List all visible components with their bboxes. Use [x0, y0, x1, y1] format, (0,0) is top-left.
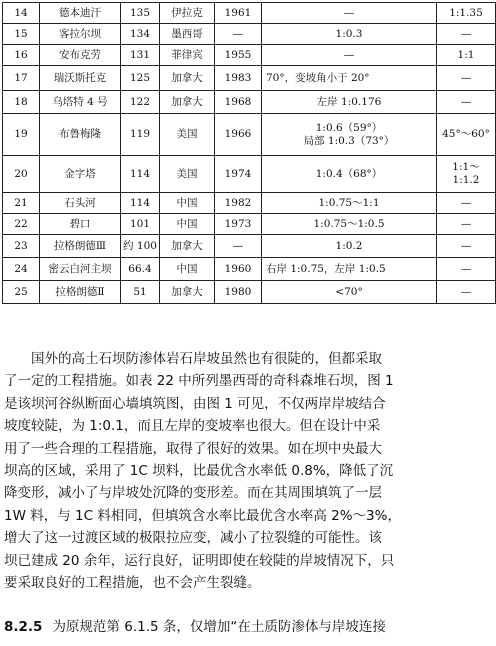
cell-country: 伊拉克 [160, 3, 215, 24]
cell-no: 18 [3, 91, 40, 114]
cell-last: — [437, 281, 496, 304]
paragraph-line: 坡度较陡，为 1:0.1，而且左岸的变坡率也很大。但在设计中采 [4, 418, 381, 435]
cell-last: 45°～60° [437, 114, 496, 156]
cell-country: 加拿大 [160, 66, 215, 91]
cell-no: 23 [3, 235, 40, 258]
cell-last: — [437, 91, 496, 114]
cell-height: 119 [121, 114, 160, 156]
paragraph-line: 增大了这一过渡区域的极限拉应变，减小了拉裂缝的可能性。该 [4, 530, 382, 547]
clause-number: 8.2.5 [4, 619, 43, 635]
cell-year: 1966 [215, 114, 262, 156]
cell-no: 20 [3, 156, 40, 193]
cell-name: 密云白河主坝 [40, 258, 121, 281]
cell-name: 拉格朗德Ⅱ [40, 281, 121, 304]
cell-last: 1:1 [437, 45, 496, 66]
table-row [3, 156, 496, 193]
table-row [3, 114, 496, 156]
table-row [3, 193, 496, 214]
cell-year: 1955 [215, 45, 262, 66]
cell-name: 金字塔 [40, 156, 121, 193]
cell-last: — [437, 66, 496, 91]
cell-name: 石头河 [40, 193, 121, 214]
table-row [3, 235, 496, 258]
body-paragraph [4, 348, 472, 594]
cell-country: 中国 [160, 193, 215, 214]
table-row [3, 24, 496, 45]
cell-country: 美国 [160, 114, 215, 156]
cell-slope: 1:0.6（59°） 局部 1:0.3（73°） [262, 114, 437, 156]
paragraph-line: 1W 料，与 1C 料相同，但填筑含水率比最优含水率高 2%～3%， [4, 507, 401, 524]
cell-height: 114 [121, 193, 160, 214]
cell-height: 135 [121, 3, 160, 24]
cell-last: 1:1.35 [437, 3, 496, 24]
cell-year: 1974 [215, 156, 262, 193]
paragraph-line: 用了一些合理的工程措施，取得了很好的效果。如在坝中央最大 [4, 440, 382, 457]
cell-last: — [437, 258, 496, 281]
table-row [3, 258, 496, 281]
paragraph-line: 坝已建成 20 余年，运行良好，证明即使在较陡的岸坡情况下，只 [4, 552, 395, 569]
cell-last: — [437, 235, 496, 258]
cell-height: 101 [121, 214, 160, 235]
cell-year: 1980 [215, 281, 262, 304]
paragraph-line: 了一定的工程措施。如表 22 中所列墨西哥的奇科森堆石坝，图 1 [4, 373, 394, 390]
cell-name: 客拉尔坝 [40, 24, 121, 45]
cell-no: 25 [3, 281, 40, 304]
cell-year: 1973 [215, 214, 262, 235]
cell-height: 约 100 [121, 235, 160, 258]
paragraph-line: 降变形，减小了与岸坡处沉降的变形差。而在其周围填筑了一层 [4, 485, 382, 502]
cell-year: 1983 [215, 66, 262, 91]
cell-slope: 1:0.2 [262, 235, 437, 258]
table-row [3, 214, 496, 235]
paragraph-line: 坝高的区域，采用了 1C 坝料，比最优含水率低 0.8%，降低了沉 [4, 463, 394, 480]
table-row [3, 66, 496, 91]
paragraph-line: 国外的高土石坝防渗体岩石岸坡虽然也有很陡的，但都采取 [31, 351, 382, 367]
cell-no: 14 [3, 3, 40, 24]
cell-last: — [437, 214, 496, 235]
table-row [3, 281, 496, 304]
cell-no: 15 [3, 24, 40, 45]
cell-height: 131 [121, 45, 160, 66]
cell-year: — [215, 235, 262, 258]
cell-height: 125 [121, 66, 160, 91]
cell-year: 1968 [215, 91, 262, 114]
cell-height: 51 [121, 281, 160, 304]
table-row [3, 45, 496, 66]
cell-no: 22 [3, 214, 40, 235]
cell-height: 134 [121, 24, 160, 45]
table-row [3, 91, 496, 114]
cell-name: 碧口 [40, 214, 121, 235]
cell-country: 美国 [160, 156, 215, 193]
cell-height: 122 [121, 91, 160, 114]
cell-slope: 1:0.3 [262, 24, 437, 45]
cell-country: 中国 [160, 214, 215, 235]
cell-slope: 1:0.75～1:0.5 [262, 214, 437, 235]
cell-no: 17 [3, 66, 40, 91]
cell-no: 19 [3, 114, 40, 156]
cell-year: 1982 [215, 193, 262, 214]
dam-slope-table [2, 2, 496, 304]
cell-last: — [437, 193, 496, 214]
paragraph-line: 要采取良好的工程措施，也不会产生裂缝。 [4, 575, 261, 592]
cell-slope: <70° [262, 281, 437, 304]
cell-name: 瑞沃斯托克 [40, 66, 121, 91]
cell-country: 菲律宾 [160, 45, 215, 66]
cell-height: 66.4 [121, 258, 160, 281]
cell-country: 加拿大 [160, 235, 215, 258]
cell-slope: — [262, 3, 437, 24]
cell-country: 加拿大 [160, 281, 215, 304]
table-row [3, 3, 496, 24]
cell-name: 安布克劳 [40, 45, 121, 66]
cell-country: 中国 [160, 258, 215, 281]
cell-name: 布鲁梅隆 [40, 114, 121, 156]
cell-height: 114 [121, 156, 160, 193]
cell-year: 1961 [215, 3, 262, 24]
cell-country: 加拿大 [160, 91, 215, 114]
cell-no: 21 [3, 193, 40, 214]
cell-country: 墨西哥 [160, 24, 215, 45]
cell-year: 1960 [215, 258, 262, 281]
cell-slope: 70°，变坡角小于 20° [262, 66, 437, 91]
cell-slope: 右岸 1:0.75，左岸 1:0.5 [262, 258, 437, 281]
cell-slope: 1:0.4（68°） [262, 156, 437, 193]
paragraph-line: 是该坝河谷纵断面心墙填筑图，由图 1 可见，不仅两岸岸坡结合 [4, 395, 386, 412]
clause-8-2-5 [4, 616, 474, 638]
cell-slope: 左岸 1:0.176 [262, 91, 437, 114]
cell-last: — [437, 24, 496, 45]
cell-no: 16 [3, 45, 40, 66]
cell-no: 24 [3, 258, 40, 281]
clause-text: 为原规范第 6.1.5 条，仅增加“在土质防渗体与岸坡连接 [52, 619, 386, 635]
cell-name: 乌塔特 4 号 [40, 91, 121, 114]
cell-year: — [215, 24, 262, 45]
cell-last: 1:1～ 1:1.2 [437, 156, 496, 193]
cell-slope: — [262, 45, 437, 66]
cell-name: 拉格朗德Ⅲ [40, 235, 121, 258]
cell-slope: 1:0.75～1:1 [262, 193, 437, 214]
cell-name: 德本迪汗 [40, 3, 121, 24]
